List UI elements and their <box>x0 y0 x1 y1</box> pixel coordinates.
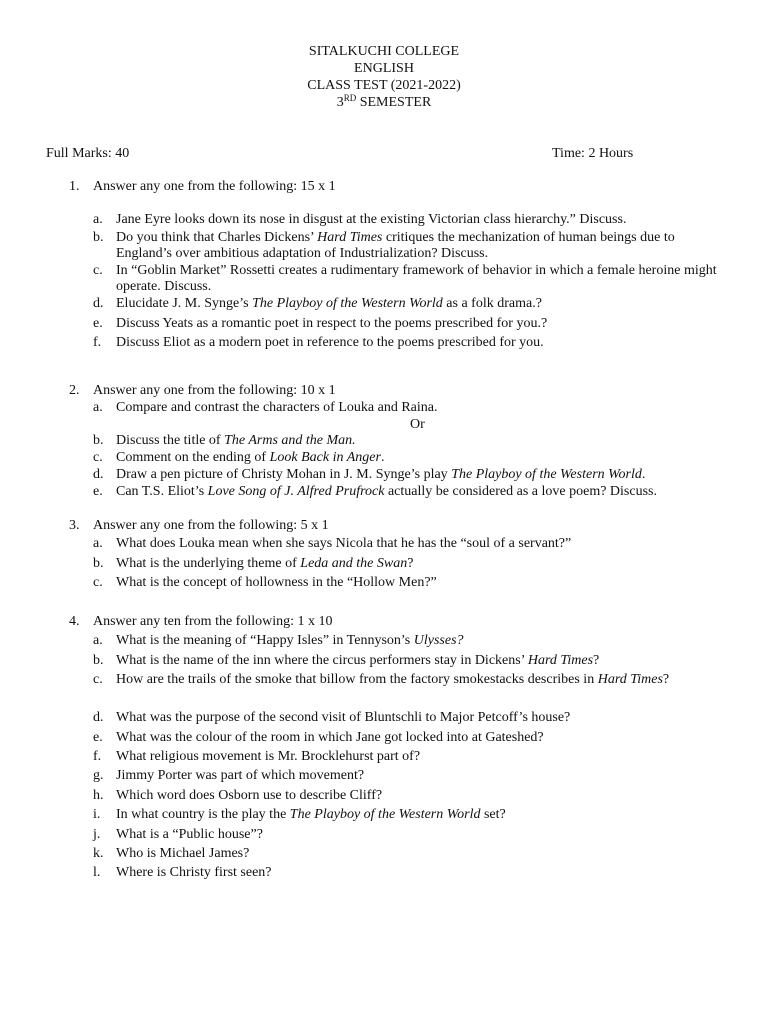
item-letter: d. <box>93 710 104 725</box>
item-text: ? <box>407 556 414 571</box>
item-letter: a. <box>93 536 103 551</box>
item-text: Draw a pen picture of Christy Mohan in J. M. Synge’s play <box>116 467 452 482</box>
item-letter: c. <box>93 672 103 687</box>
item-letter: e. <box>93 484 103 499</box>
list-item <box>116 768 728 784</box>
question-number: 2. <box>69 383 80 398</box>
item-letter: f. <box>93 335 102 350</box>
item-text: Discuss Yeats as a romantic poet in respect to the poems prescribed for you.? <box>116 316 548 331</box>
work-title: The Playboy of the Western World <box>451 467 642 482</box>
item-text: ? <box>593 653 600 668</box>
item-text: actually be considered as a love poem? Discuss. <box>384 484 657 499</box>
list-item <box>116 433 728 449</box>
full-marks: Full Marks: 40 <box>46 146 130 161</box>
item-text: as a folk drama.? <box>442 296 542 311</box>
item-text: What religious movement is Mr. Brocklehurst part of? <box>116 749 421 764</box>
list-item <box>116 710 728 726</box>
item-text: Discuss the title of <box>116 433 225 448</box>
question-title: Answer any ten from the following: 1 x 10 <box>93 614 333 629</box>
item-text: What is the name of the inn where the circus performers stay in Dickens’ <box>116 653 528 668</box>
item-text: What is a “Public house”? <box>116 827 263 842</box>
item-text: critiques the mechanization of human beings due to England’s over ambitious adaptation of Industrialization? Discuss. <box>116 230 675 261</box>
list-item <box>116 749 728 765</box>
list-item <box>116 807 728 823</box>
list-item <box>116 230 728 262</box>
item-letter: d. <box>93 467 104 482</box>
list-item <box>116 335 728 351</box>
item-letter: a. <box>93 212 103 227</box>
item-text: What was the colour of the room in which Jane got locked into at Gateshed? <box>116 730 544 745</box>
item-letter: f. <box>93 749 102 764</box>
question-number: 4. <box>69 614 80 629</box>
item-letter: k. <box>93 846 104 861</box>
item-letter: b. <box>93 230 104 245</box>
list-item <box>116 730 728 746</box>
item-letter: i. <box>93 807 101 822</box>
item-text: Discuss Eliot as a modern poet in reference to the poems prescribed for you. <box>116 335 544 350</box>
item-text: How are the trails of the smoke that billow from the factory smokestacks describes in <box>116 672 598 687</box>
question-number: 1. <box>69 179 80 194</box>
list-item <box>116 575 728 591</box>
item-letter: j. <box>93 827 101 842</box>
item-text: set? <box>480 807 506 822</box>
item-letter: c. <box>93 450 103 465</box>
item-letter: b. <box>93 556 104 571</box>
work-title: Hard Times <box>317 230 383 245</box>
list-item <box>116 653 728 669</box>
item-text: Do you think that Charles Dickens’ <box>116 230 318 245</box>
semester-superscript: RD <box>343 93 357 103</box>
list-item <box>116 633 728 649</box>
test-title: CLASS TEST (2021-2022) <box>307 78 461 93</box>
item-text: What was the purpose of the second visit of Bluntschli to Major Petcoff’s house? <box>116 710 571 725</box>
list-item <box>116 865 728 881</box>
semester-number: 3 <box>336 95 344 110</box>
work-title: Hard Times <box>527 653 594 668</box>
item-letter: d. <box>93 296 104 311</box>
item-text: What does Louka mean when she says Nicola that he has the “soul of a servant?” <box>116 536 572 551</box>
item-text: What is the concept of hollowness in the “Hollow Men?” <box>116 575 437 590</box>
item-letter: c. <box>93 263 103 278</box>
list-item <box>116 450 728 466</box>
semester-line <box>0 95 768 111</box>
list-item <box>116 484 728 500</box>
item-letter: b. <box>93 433 104 448</box>
question-title: Answer any one from the following: 5 x 1 <box>93 518 329 533</box>
list-item <box>116 467 728 483</box>
work-title: Leda and the Swan <box>300 556 408 571</box>
item-text: ? <box>662 672 670 687</box>
semester-word: SEMESTER <box>356 95 432 110</box>
item-text: Can T.S. Eliot’s <box>116 484 208 499</box>
item-text: In what country is the play the <box>116 807 290 822</box>
item-letter: c. <box>93 575 103 590</box>
time-allowed: Time: 2 Hours <box>552 146 634 161</box>
item-text: Where is Christy first seen? <box>116 865 272 880</box>
item-text: Who is Michael James? <box>116 846 250 861</box>
item-text: Jane Eyre looks down its nose in disgust at the existing Victorian class hierarchy.” Discuss. <box>116 212 627 227</box>
item-text: Comment on the ending of <box>116 450 270 465</box>
list-item <box>116 846 728 862</box>
work-title: Ulysses? <box>413 633 464 648</box>
item-letter: e. <box>93 730 103 745</box>
list-item <box>116 536 728 552</box>
question-number: 3. <box>69 518 80 533</box>
list-item <box>116 400 728 416</box>
college-name: SITALKUCHI COLLEGE <box>308 44 460 59</box>
item-letter: b. <box>93 653 104 668</box>
item-text: What is the underlying theme of <box>116 556 301 571</box>
item-letter: a. <box>93 400 103 415</box>
item-letter: a. <box>93 633 103 648</box>
work-title: The Playboy of the Western World <box>289 807 481 822</box>
list-item <box>116 788 728 804</box>
list-item <box>116 556 728 572</box>
work-title: Hard Times <box>597 672 663 687</box>
list-item <box>116 263 728 295</box>
list-item <box>116 316 728 332</box>
item-text: Which word does Osborn use to describe Cliff? <box>116 788 383 803</box>
question-title: Answer any one from the following: 15 x 1 <box>93 179 336 194</box>
item-letter: l. <box>93 865 101 880</box>
list-item <box>116 212 728 228</box>
item-text: . <box>380 450 385 465</box>
item-letter: h. <box>93 788 104 803</box>
item-text: Jimmy Porter was part of which movement? <box>116 768 365 783</box>
work-title: Look Back in Anger <box>269 450 381 465</box>
question-title: Answer any one from the following: 10 x 1 <box>93 383 336 398</box>
item-letter: e. <box>93 316 103 331</box>
item-text: In “Goblin Market” Rossetti creates a rudimentary framework of behavior in which a female heroine might operate. Discuss. <box>116 263 717 294</box>
item-letter: g. <box>93 768 104 783</box>
work-title: The Arms and the Man. <box>224 433 356 448</box>
list-item <box>116 827 728 843</box>
item-text: What is the meaning of “Happy Isles” in Tennyson’s <box>116 633 414 648</box>
list-item <box>116 296 728 312</box>
work-title: Love Song of J. Alfred Prufrock <box>207 484 385 499</box>
item-text: Elucidate J. M. Synge’s <box>116 296 253 311</box>
work-title: The Playboy of the Western World <box>252 296 443 311</box>
or-separator: Or <box>410 417 425 432</box>
list-item <box>116 672 728 688</box>
subject-name: ENGLISH <box>354 61 414 76</box>
item-text: . <box>641 467 646 482</box>
item-text: Compare and contrast the characters of Louka and Raina. <box>116 400 438 415</box>
